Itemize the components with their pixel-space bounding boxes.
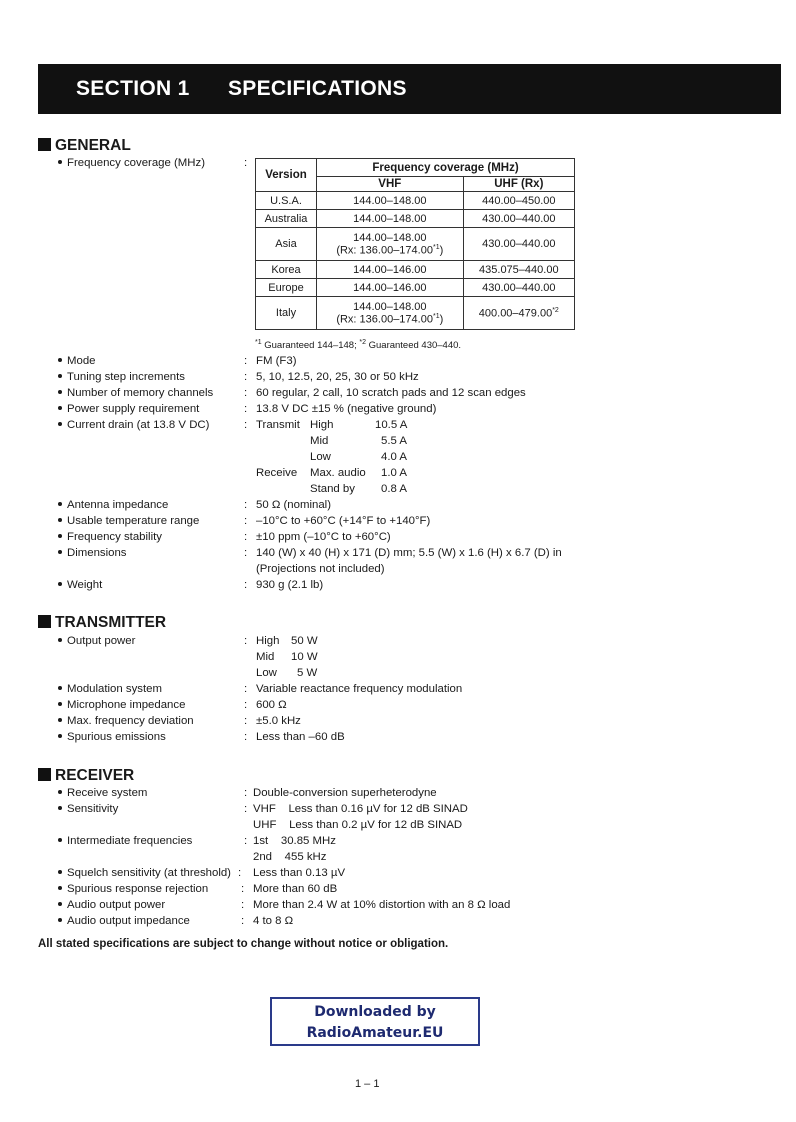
bullet-icon xyxy=(58,550,62,554)
intermediate-frequency-2nd: 2nd 455 kHz xyxy=(253,851,327,863)
section-number: SECTION 1 xyxy=(76,77,190,100)
spec-mode: Mode : FM (F3) xyxy=(0,353,796,369)
bullet-icon xyxy=(58,790,62,794)
spec-antenna-impedance: Antenna impedance : 50 Ω (nominal) xyxy=(0,497,796,513)
download-line-1: Downloaded by xyxy=(314,1004,436,1020)
table-row: Italy 144.00–148.00 (Rx: 136.00–174.00$^{*1}$) 400.00–479.00$^{*2}$ xyxy=(256,297,575,330)
square-bullet-icon xyxy=(38,768,51,781)
spec-microphone-impedance: Microphone impedance : 600 Ω xyxy=(0,697,796,713)
spec-receive-system: Receive system : Double-conversion superheterodyne xyxy=(0,785,796,801)
bullet-icon xyxy=(58,718,62,722)
bullet-icon xyxy=(58,358,62,362)
bullet-icon xyxy=(58,582,62,586)
spec-modulation-system: Modulation system : Variable reactance frequency modulation xyxy=(0,681,796,697)
square-bullet-icon xyxy=(38,138,51,151)
spec-audio-output-impedance: Audio output impedance : 4 to 8 Ω xyxy=(0,913,796,929)
spec-dimensions: Dimensions : 140 (W) x 40 (H) x 171 (D) mm; 5.5 (W) x 1.6 (H) x 6.7 (D) in xyxy=(0,545,796,561)
bullet-icon xyxy=(58,406,62,410)
bullet-icon xyxy=(58,422,62,426)
bullet-icon xyxy=(58,886,62,890)
spec-temperature-range: Usable temperature range : –10°C to +60°C (+14°F to +140°F) xyxy=(0,513,796,529)
bullet-icon xyxy=(58,518,62,522)
bullet-icon xyxy=(58,502,62,506)
table-footnote: $^{*1}$ Guaranteed 144–148; $^{*2}$ Guaranteed 430–440. xyxy=(255,339,462,352)
transmitter-heading: TRANSMITTER xyxy=(38,614,166,632)
bullet-icon xyxy=(58,374,62,378)
spec-frequency-coverage: Frequency coverage (MHz) : xyxy=(0,155,796,171)
table-row: Australia 144.00–148.00 430.00–440.00 xyxy=(256,210,575,228)
spec-tuning-step: Tuning step increments : 5, 10, 12.5, 20, 25, 30 or 50 kHz xyxy=(0,369,796,385)
specifications-notice: All stated specifications are subject to change without notice or obligation. xyxy=(38,938,449,950)
table-row: Asia 144.00–148.00 (Rx: 136.00–174.00$^{*1}$) 430.00–440.00 xyxy=(256,228,575,261)
table-row: U.S.A. 144.00–148.00 440.00–450.00 xyxy=(256,192,575,210)
current-drain-mid: Mid 5.5 A xyxy=(310,435,407,447)
table-row: Korea 144.00–146.00 435.075–440.00 xyxy=(256,261,575,279)
bullet-icon xyxy=(58,734,62,738)
spec-memory-channels: Number of memory channels : 60 regular, 2 call, 10 scratch pads and 12 scan edges xyxy=(0,385,796,401)
current-drain-receive: Receive Max. audio 1.0 A xyxy=(256,467,407,479)
spec-frequency-stability: Frequency stability : ±10 ppm (–10°C to +60°C) xyxy=(0,529,796,545)
spec-weight: Weight : 930 g (2.1 lb) xyxy=(0,577,796,593)
table-row: Europe 144.00–146.00 430.00–440.00 xyxy=(256,279,575,297)
bullet-icon xyxy=(58,870,62,874)
bullet-icon xyxy=(58,902,62,906)
frequency-coverage-table xyxy=(255,158,575,330)
table-header-uhf: UHF (Rx) xyxy=(463,177,574,192)
receiver-heading: RECEIVER xyxy=(38,767,134,785)
bullet-icon xyxy=(58,686,62,690)
spec-spurious-emissions: Spurious emissions : Less than –60 dB xyxy=(0,729,796,745)
download-line-2: RadioAmateur.EU xyxy=(306,1025,444,1041)
bullet-icon xyxy=(58,918,62,922)
bullet-icon xyxy=(58,390,62,394)
spec-sensitivity: Sensitivity : VHF Less than 0.16 µV for 12 dB SINAD xyxy=(0,801,796,817)
square-bullet-icon xyxy=(38,615,51,628)
spec-audio-output-power: Audio output power : More than 2.4 W at 10% distortion with an 8 Ω load xyxy=(0,897,796,913)
spec-squelch-sensitivity: Squelch sensitivity (at threshold) : Less than 0.13 µV xyxy=(0,865,796,881)
spec-frequency-deviation: Max. frequency deviation : ±5.0 kHz xyxy=(0,713,796,729)
bullet-icon xyxy=(58,838,62,842)
sensitivity-uhf: UHF Less than 0.2 µV for 12 dB SINAD xyxy=(253,819,463,831)
spec-spurious-response: Spurious response rejection : More than 60 dB xyxy=(0,881,796,897)
spec-current-drain: Current drain (at 13.8 V DC) : Transmit High 10.5 A xyxy=(0,417,796,433)
spec-intermediate-frequencies: Intermediate frequencies : 1st 30.85 MHz xyxy=(0,833,796,849)
spec-output-power: Output power : High 50 W xyxy=(0,633,796,649)
bullet-icon xyxy=(58,702,62,706)
bullet-icon xyxy=(58,638,62,642)
section-banner xyxy=(38,64,781,114)
bullet-icon xyxy=(58,534,62,538)
current-drain-low: Low 4.0 A xyxy=(310,451,407,463)
dimensions-note: (Projections not included) xyxy=(256,563,385,575)
current-drain-standby: Stand by 0.8 A xyxy=(310,483,407,495)
page-title: SPECIFICATIONS xyxy=(228,77,407,100)
output-power-mid: Mid 10 W xyxy=(256,651,318,663)
table-header-group: Frequency coverage (MHz) xyxy=(317,159,575,177)
bullet-icon xyxy=(58,160,62,164)
table-header-version: Version xyxy=(256,159,317,192)
download-source-box xyxy=(270,997,480,1046)
table-header-vhf: VHF xyxy=(317,177,464,192)
page-number: 1 – 1 xyxy=(355,1078,380,1090)
general-heading: GENERAL xyxy=(38,137,131,155)
output-power-low: Low 5 W xyxy=(256,667,318,679)
bullet-icon xyxy=(58,806,62,810)
spec-power-supply: Power supply requirement : 13.8 V DC ±15 % (negative ground) xyxy=(0,401,796,417)
